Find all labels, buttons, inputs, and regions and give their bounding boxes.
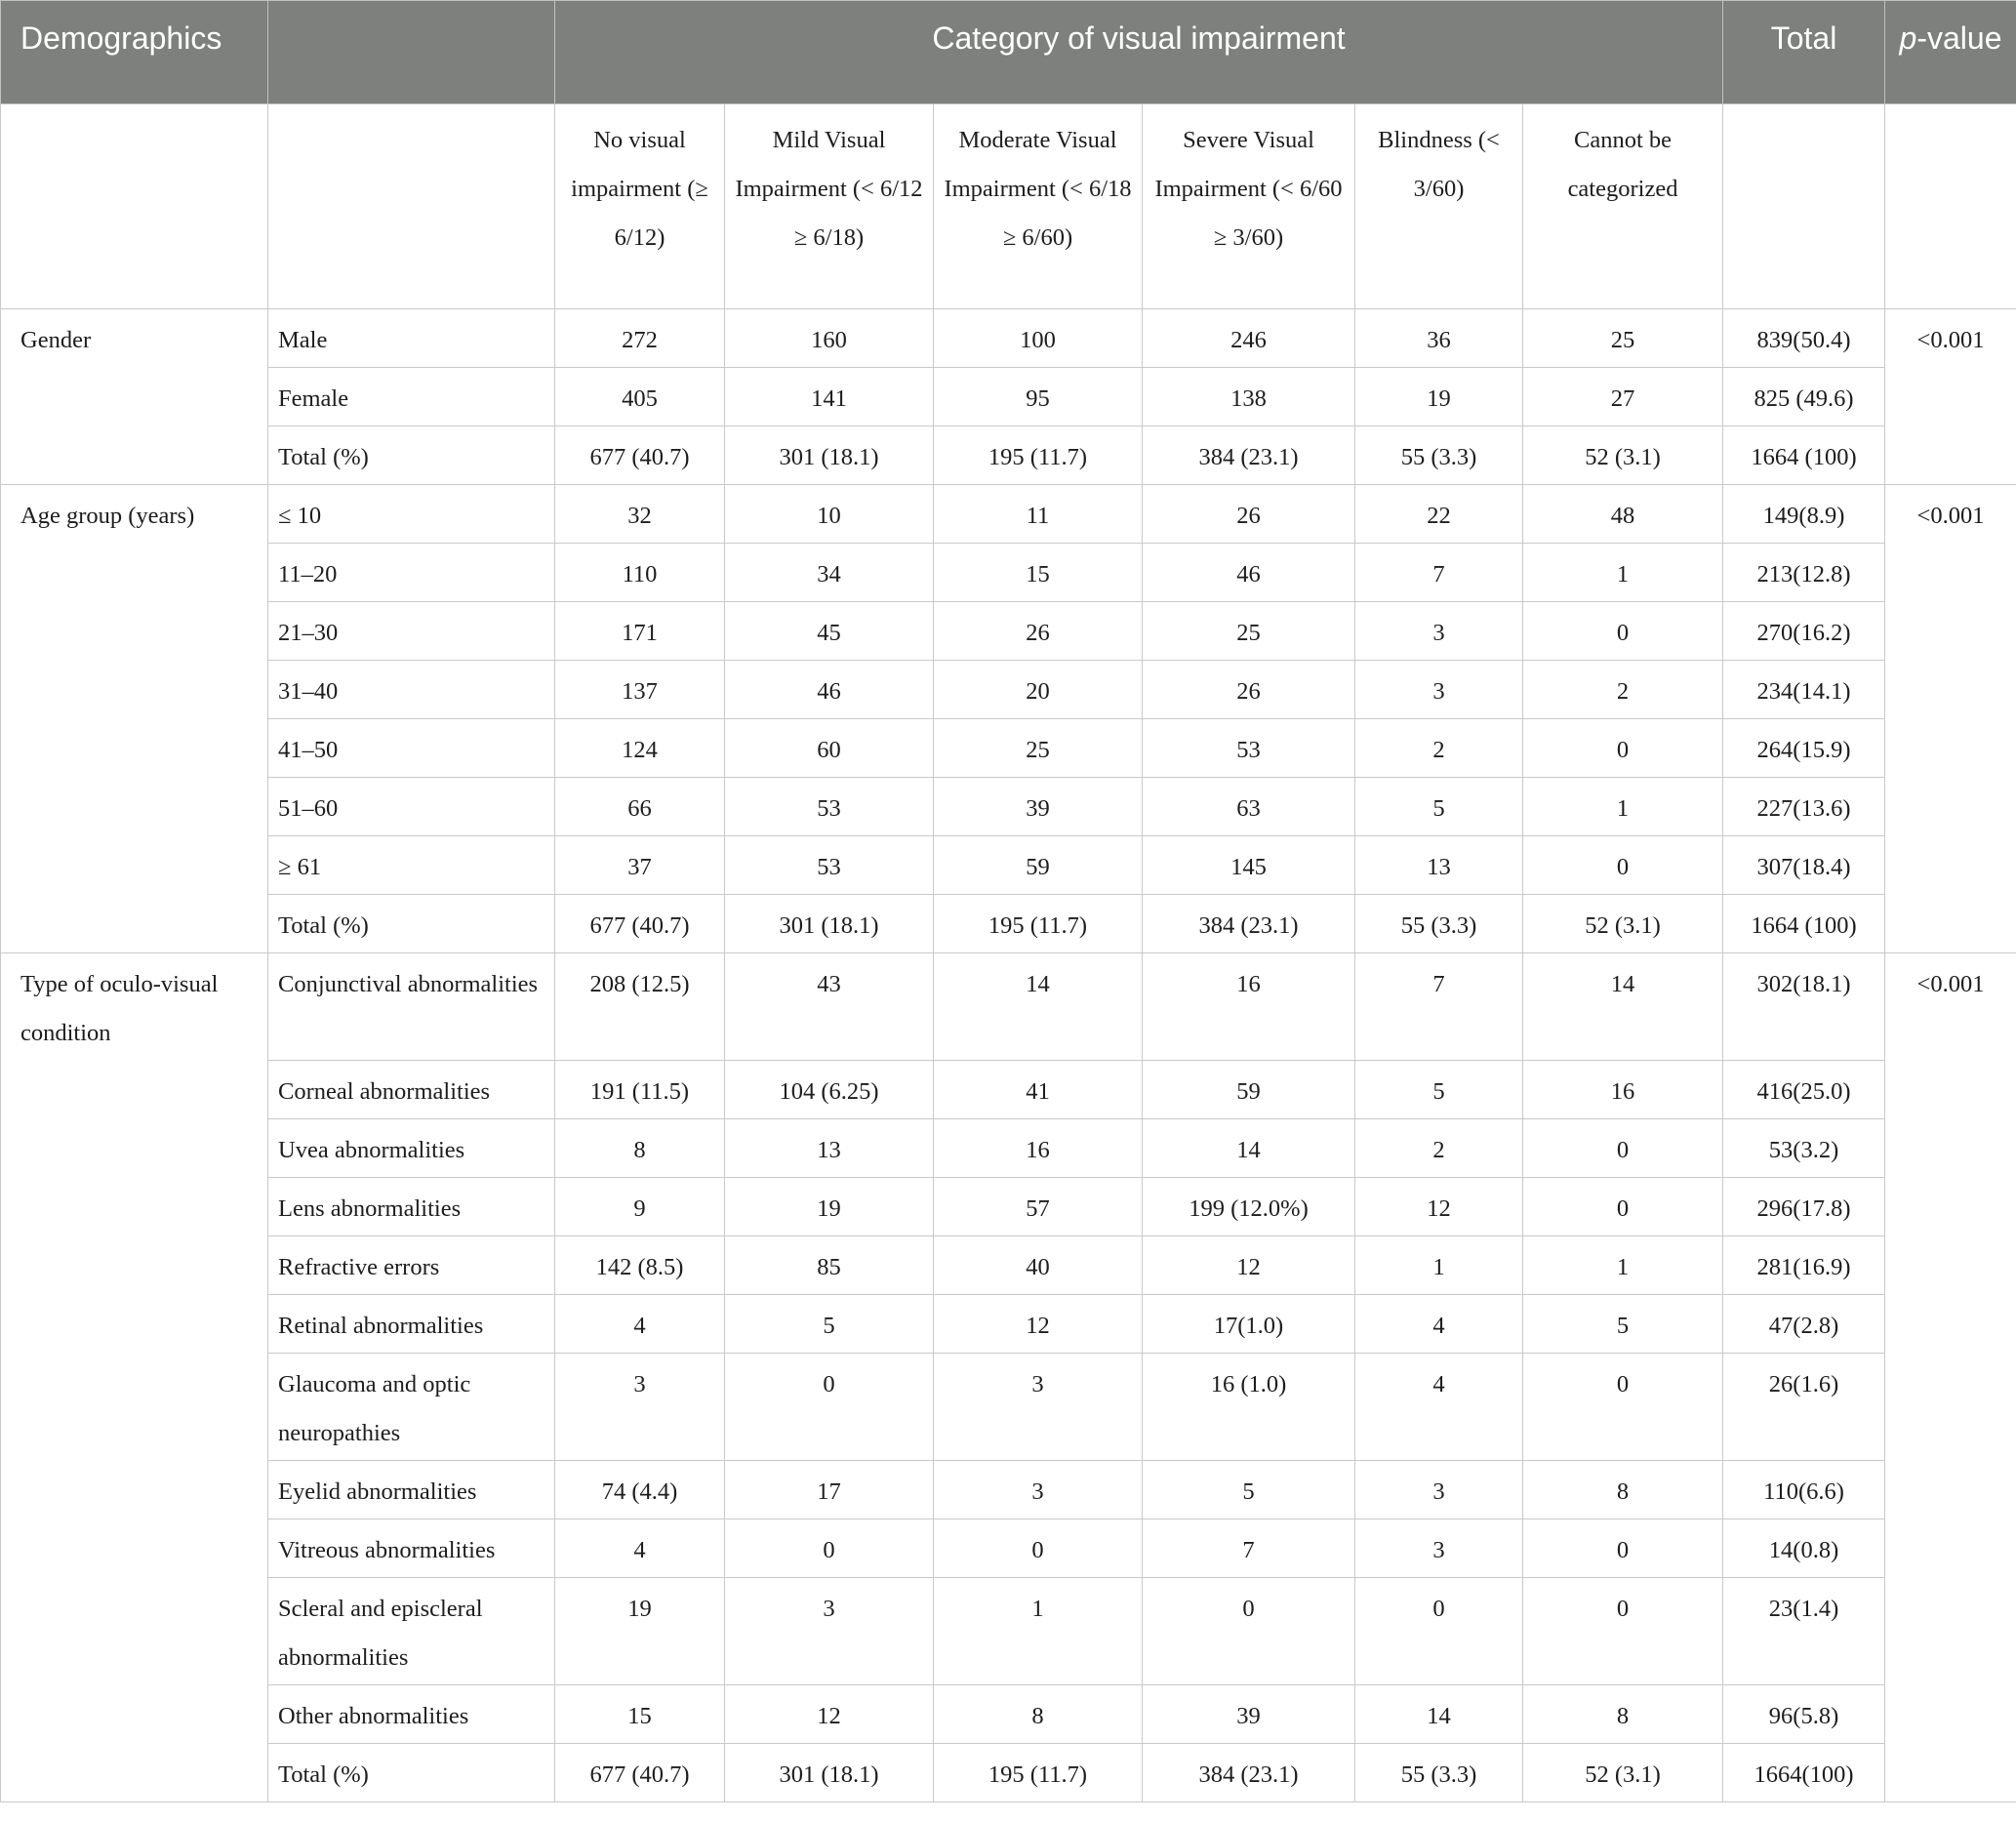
value-cell: 37 (555, 836, 725, 895)
value-cell: 3 (934, 1354, 1143, 1461)
value-cell: 301 (18.1) (725, 1744, 934, 1802)
row-label: 51–60 (268, 778, 555, 836)
value-cell: 0 (1523, 1519, 1723, 1578)
value-cell: 25 (934, 719, 1143, 778)
row-label: Scleral and episcleral abnormalities (268, 1578, 555, 1685)
header-row (1, 1, 2016, 104)
value-cell: 43 (725, 953, 934, 1061)
total-cell: 26(1.6) (1723, 1354, 1885, 1461)
table-row (1, 778, 2016, 836)
value-cell: 26 (1143, 485, 1355, 544)
table-row (1, 1685, 2016, 1744)
row-label: Male (268, 309, 555, 368)
value-cell: 15 (555, 1685, 725, 1744)
table-row (1, 1295, 2016, 1354)
total-cell: 296(17.8) (1723, 1178, 1885, 1236)
value-cell: 41 (934, 1061, 1143, 1119)
total-cell: 110(6.6) (1723, 1461, 1885, 1519)
value-cell: 104 (6.25) (725, 1061, 934, 1119)
value-cell: 48 (1523, 485, 1723, 544)
value-cell: 3 (1355, 661, 1523, 719)
value-cell: 4 (555, 1519, 725, 1578)
table-row (1, 953, 2016, 1061)
value-cell: 53 (1143, 719, 1355, 778)
value-cell: 2 (1523, 661, 1723, 719)
value-cell: 384 (23.1) (1143, 426, 1355, 485)
row-label: Total (%) (268, 1744, 555, 1802)
value-cell: 7 (1355, 953, 1523, 1061)
row-label: ≥ 61 (268, 836, 555, 895)
total-cell: 302(18.1) (1723, 953, 1885, 1061)
value-cell: 0 (1143, 1578, 1355, 1685)
value-cell: 36 (1355, 309, 1523, 368)
value-cell: 3 (1355, 1519, 1523, 1578)
subheader-blindness: Blindness (< 3/60) (1355, 104, 1523, 309)
subheader-mild-vi: Mild Visual Impairment (< 6/12 ≥ 6/18) (725, 104, 934, 309)
blank-header (268, 1, 555, 104)
value-cell: 26 (1143, 661, 1355, 719)
total-cell: 149(8.9) (1723, 485, 1885, 544)
p-value-header (1885, 1, 2016, 104)
value-cell: 63 (1143, 778, 1355, 836)
value-cell: 0 (1523, 602, 1723, 661)
row-label: Total (%) (268, 895, 555, 953)
subheader-blank (268, 104, 555, 309)
value-cell: 1 (1523, 778, 1723, 836)
total-cell: 23(1.4) (1723, 1578, 1885, 1685)
table-row (1, 836, 2016, 895)
value-cell: 13 (1355, 836, 1523, 895)
value-cell: 5 (1355, 778, 1523, 836)
p-value-cell: <0.001 (1885, 485, 2016, 953)
value-cell: 384 (23.1) (1143, 895, 1355, 953)
value-cell: 16 (934, 1119, 1143, 1178)
row-label: Female (268, 368, 555, 426)
value-cell: 0 (1523, 1578, 1723, 1685)
value-cell: 95 (934, 368, 1143, 426)
value-cell: 39 (1143, 1685, 1355, 1744)
value-cell: 301 (18.1) (725, 895, 934, 953)
subheader-no-vi: No visual impairment (≥ 6/12) (555, 104, 725, 309)
value-cell: 405 (555, 368, 725, 426)
subheader-blank (1885, 104, 2016, 309)
subheader-severe-vi: Severe Visual Impairment (< 6/60 ≥ 3/60) (1143, 104, 1355, 309)
table-row (1, 1519, 2016, 1578)
total-cell: 53(3.2) (1723, 1119, 1885, 1178)
value-cell: 25 (1143, 602, 1355, 661)
row-label: Corneal abnormalities (268, 1061, 555, 1119)
value-cell: 46 (725, 661, 934, 719)
value-cell: 17 (725, 1461, 934, 1519)
table-row (1, 1461, 2016, 1519)
value-cell: 74 (4.4) (555, 1461, 725, 1519)
table-row (1, 602, 2016, 661)
value-cell: 5 (1355, 1061, 1523, 1119)
subheader-row (1, 104, 2016, 309)
value-cell: 39 (934, 778, 1143, 836)
value-cell: 27 (1523, 368, 1723, 426)
value-cell: 142 (8.5) (555, 1236, 725, 1295)
table-row (1, 1744, 2016, 1802)
table-body (1, 309, 2016, 1802)
value-cell: 124 (555, 719, 725, 778)
value-cell: 60 (725, 719, 934, 778)
value-cell: 5 (1143, 1461, 1355, 1519)
value-cell: 677 (40.7) (555, 895, 725, 953)
table-row (1, 1119, 2016, 1178)
value-cell: 26 (934, 602, 1143, 661)
table-row (1, 368, 2016, 426)
value-cell: 0 (934, 1519, 1143, 1578)
table-row (1, 1178, 2016, 1236)
value-cell: 55 (3.3) (1355, 895, 1523, 953)
value-cell: 0 (1355, 1578, 1523, 1685)
value-cell: 171 (555, 602, 725, 661)
value-cell: 195 (11.7) (934, 426, 1143, 485)
p-value-cell: <0.001 (1885, 309, 2016, 485)
value-cell: 16 (1.0) (1143, 1354, 1355, 1461)
value-cell: 0 (1523, 1178, 1723, 1236)
total-cell: 213(12.8) (1723, 544, 1885, 602)
value-cell: 1 (934, 1578, 1143, 1685)
table-row (1, 661, 2016, 719)
row-label: 41–50 (268, 719, 555, 778)
value-cell: 8 (555, 1119, 725, 1178)
value-cell: 100 (934, 309, 1143, 368)
value-cell: 17(1.0) (1143, 1295, 1355, 1354)
total-cell: 281(16.9) (1723, 1236, 1885, 1295)
value-cell: 301 (18.1) (725, 426, 934, 485)
value-cell: 12 (934, 1295, 1143, 1354)
value-cell: 8 (934, 1685, 1143, 1744)
total-cell: 1664 (100) (1723, 426, 1885, 485)
subheader-blank (1723, 104, 1885, 309)
value-cell: 138 (1143, 368, 1355, 426)
table-row (1, 309, 2016, 368)
value-cell: 40 (934, 1236, 1143, 1295)
value-cell: 1 (1355, 1236, 1523, 1295)
value-cell: 10 (725, 485, 934, 544)
value-cell: 2 (1355, 719, 1523, 778)
value-cell: 195 (11.7) (934, 1744, 1143, 1802)
table-row (1, 426, 2016, 485)
row-label: 31–40 (268, 661, 555, 719)
value-cell: 384 (23.1) (1143, 1744, 1355, 1802)
value-cell: 110 (555, 544, 725, 602)
table-row (1, 1236, 2016, 1295)
value-cell: 25 (1523, 309, 1723, 368)
group-label: Gender (1, 309, 268, 485)
value-cell: 199 (12.0%) (1143, 1178, 1355, 1236)
value-cell: 16 (1523, 1061, 1723, 1119)
total-cell: 96(5.8) (1723, 1685, 1885, 1744)
value-cell: 12 (1355, 1178, 1523, 1236)
value-cell: 19 (725, 1178, 934, 1236)
value-cell: 8 (1523, 1685, 1723, 1744)
row-label: Vitreous abnormalities (268, 1519, 555, 1578)
value-cell: 8 (1523, 1461, 1723, 1519)
value-cell: 160 (725, 309, 934, 368)
value-cell: 3 (934, 1461, 1143, 1519)
table-row (1, 1578, 2016, 1685)
value-cell: 53 (725, 778, 934, 836)
value-cell: 12 (725, 1685, 934, 1744)
value-cell: 7 (1143, 1519, 1355, 1578)
total-cell: 47(2.8) (1723, 1295, 1885, 1354)
value-cell: 59 (1143, 1061, 1355, 1119)
table-row (1, 895, 2016, 953)
total-cell: 416(25.0) (1723, 1061, 1885, 1119)
value-cell: 19 (1355, 368, 1523, 426)
value-cell: 14 (1355, 1685, 1523, 1744)
value-cell: 11 (934, 485, 1143, 544)
total-header: Total (1723, 1, 1885, 104)
value-cell: 208 (12.5) (555, 953, 725, 1061)
subheader-moderate-vi: Moderate Visual Impairment (< 6/18 ≥ 6/60) (934, 104, 1143, 309)
value-cell: 7 (1355, 544, 1523, 602)
value-cell: 53 (725, 836, 934, 895)
value-cell: 34 (725, 544, 934, 602)
value-cell: 52 (3.1) (1523, 426, 1723, 485)
row-label: Conjunctival abnormalities (268, 953, 555, 1061)
value-cell: 59 (934, 836, 1143, 895)
value-cell: 55 (3.3) (1355, 426, 1523, 485)
value-cell: 20 (934, 661, 1143, 719)
value-cell: 677 (40.7) (555, 1744, 725, 1802)
total-cell: 14(0.8) (1723, 1519, 1885, 1578)
value-cell: 2 (1355, 1119, 1523, 1178)
value-cell: 15 (934, 544, 1143, 602)
table-row (1, 719, 2016, 778)
value-cell: 677 (40.7) (555, 426, 725, 485)
value-cell: 85 (725, 1236, 934, 1295)
row-label: Eyelid abnormalities (268, 1461, 555, 1519)
value-cell: 57 (934, 1178, 1143, 1236)
demographics-header: Demographics (1, 1, 268, 104)
value-cell: 3 (555, 1354, 725, 1461)
total-cell: 234(14.1) (1723, 661, 1885, 719)
row-label: 11–20 (268, 544, 555, 602)
value-cell: 0 (1523, 719, 1723, 778)
row-label: Retinal abnormalities (268, 1295, 555, 1354)
value-cell: 5 (1523, 1295, 1723, 1354)
total-cell: 1664(100) (1723, 1744, 1885, 1802)
value-cell: 246 (1143, 309, 1355, 368)
value-cell: 3 (1355, 602, 1523, 661)
value-cell: 55 (3.3) (1355, 1744, 1523, 1802)
table-row (1, 485, 2016, 544)
row-label: ≤ 10 (268, 485, 555, 544)
value-cell: 145 (1143, 836, 1355, 895)
row-label: Other abnormalities (268, 1685, 555, 1744)
value-cell: 0 (1523, 1119, 1723, 1178)
value-cell: 0 (1523, 836, 1723, 895)
value-cell: 3 (1355, 1461, 1523, 1519)
value-cell: 195 (11.7) (934, 895, 1143, 953)
total-cell: 825 (49.6) (1723, 368, 1885, 426)
subheader-blank (1, 104, 268, 309)
value-cell: 0 (725, 1354, 934, 1461)
value-cell: 32 (555, 485, 725, 544)
value-cell: 272 (555, 309, 725, 368)
group-label: Type of oculo-visual condition (1, 953, 268, 1802)
value-cell: 4 (1355, 1295, 1523, 1354)
value-cell: 1 (1523, 544, 1723, 602)
table-row (1, 544, 2016, 602)
p-value-header-rest: -value (1916, 20, 2002, 56)
value-cell: 22 (1355, 485, 1523, 544)
value-cell: 137 (555, 661, 725, 719)
value-cell: 66 (555, 778, 725, 836)
total-cell: 270(16.2) (1723, 602, 1885, 661)
subheader-uncategorized: Cannot be categorized (1523, 104, 1723, 309)
p-value-cell: <0.001 (1885, 953, 2016, 1802)
value-cell: 0 (1523, 1354, 1723, 1461)
total-cell: 307(18.4) (1723, 836, 1885, 895)
row-label: Uvea abnormalities (268, 1119, 555, 1178)
total-cell: 264(15.9) (1723, 719, 1885, 778)
value-cell: 0 (725, 1519, 934, 1578)
value-cell: 14 (1523, 953, 1723, 1061)
value-cell: 14 (1143, 1119, 1355, 1178)
row-label: 21–30 (268, 602, 555, 661)
value-cell: 4 (555, 1295, 725, 1354)
total-cell: 227(13.6) (1723, 778, 1885, 836)
p-value-header-p: p (1899, 20, 1917, 56)
total-cell: 839(50.4) (1723, 309, 1885, 368)
total-cell: 1664 (100) (1723, 895, 1885, 953)
category-header: Category of visual impairment (555, 1, 1723, 104)
row-label: Lens abnormalities (268, 1178, 555, 1236)
value-cell: 9 (555, 1178, 725, 1236)
value-cell: 46 (1143, 544, 1355, 602)
value-cell: 16 (1143, 953, 1355, 1061)
value-cell: 5 (725, 1295, 934, 1354)
table-row (1, 1061, 2016, 1119)
value-cell: 141 (725, 368, 934, 426)
value-cell: 191 (11.5) (555, 1061, 725, 1119)
group-label: Age group (years) (1, 485, 268, 953)
value-cell: 4 (1355, 1354, 1523, 1461)
value-cell: 3 (725, 1578, 934, 1685)
value-cell: 52 (3.1) (1523, 1744, 1723, 1802)
value-cell: 45 (725, 602, 934, 661)
row-label: Glaucoma and optic neuropathies (268, 1354, 555, 1461)
table-row (1, 1354, 2016, 1461)
value-cell: 19 (555, 1578, 725, 1685)
row-label: Refractive errors (268, 1236, 555, 1295)
row-label: Total (%) (268, 426, 555, 485)
value-cell: 13 (725, 1119, 934, 1178)
value-cell: 52 (3.1) (1523, 895, 1723, 953)
value-cell: 1 (1523, 1236, 1723, 1295)
value-cell: 14 (934, 953, 1143, 1061)
value-cell: 12 (1143, 1236, 1355, 1295)
